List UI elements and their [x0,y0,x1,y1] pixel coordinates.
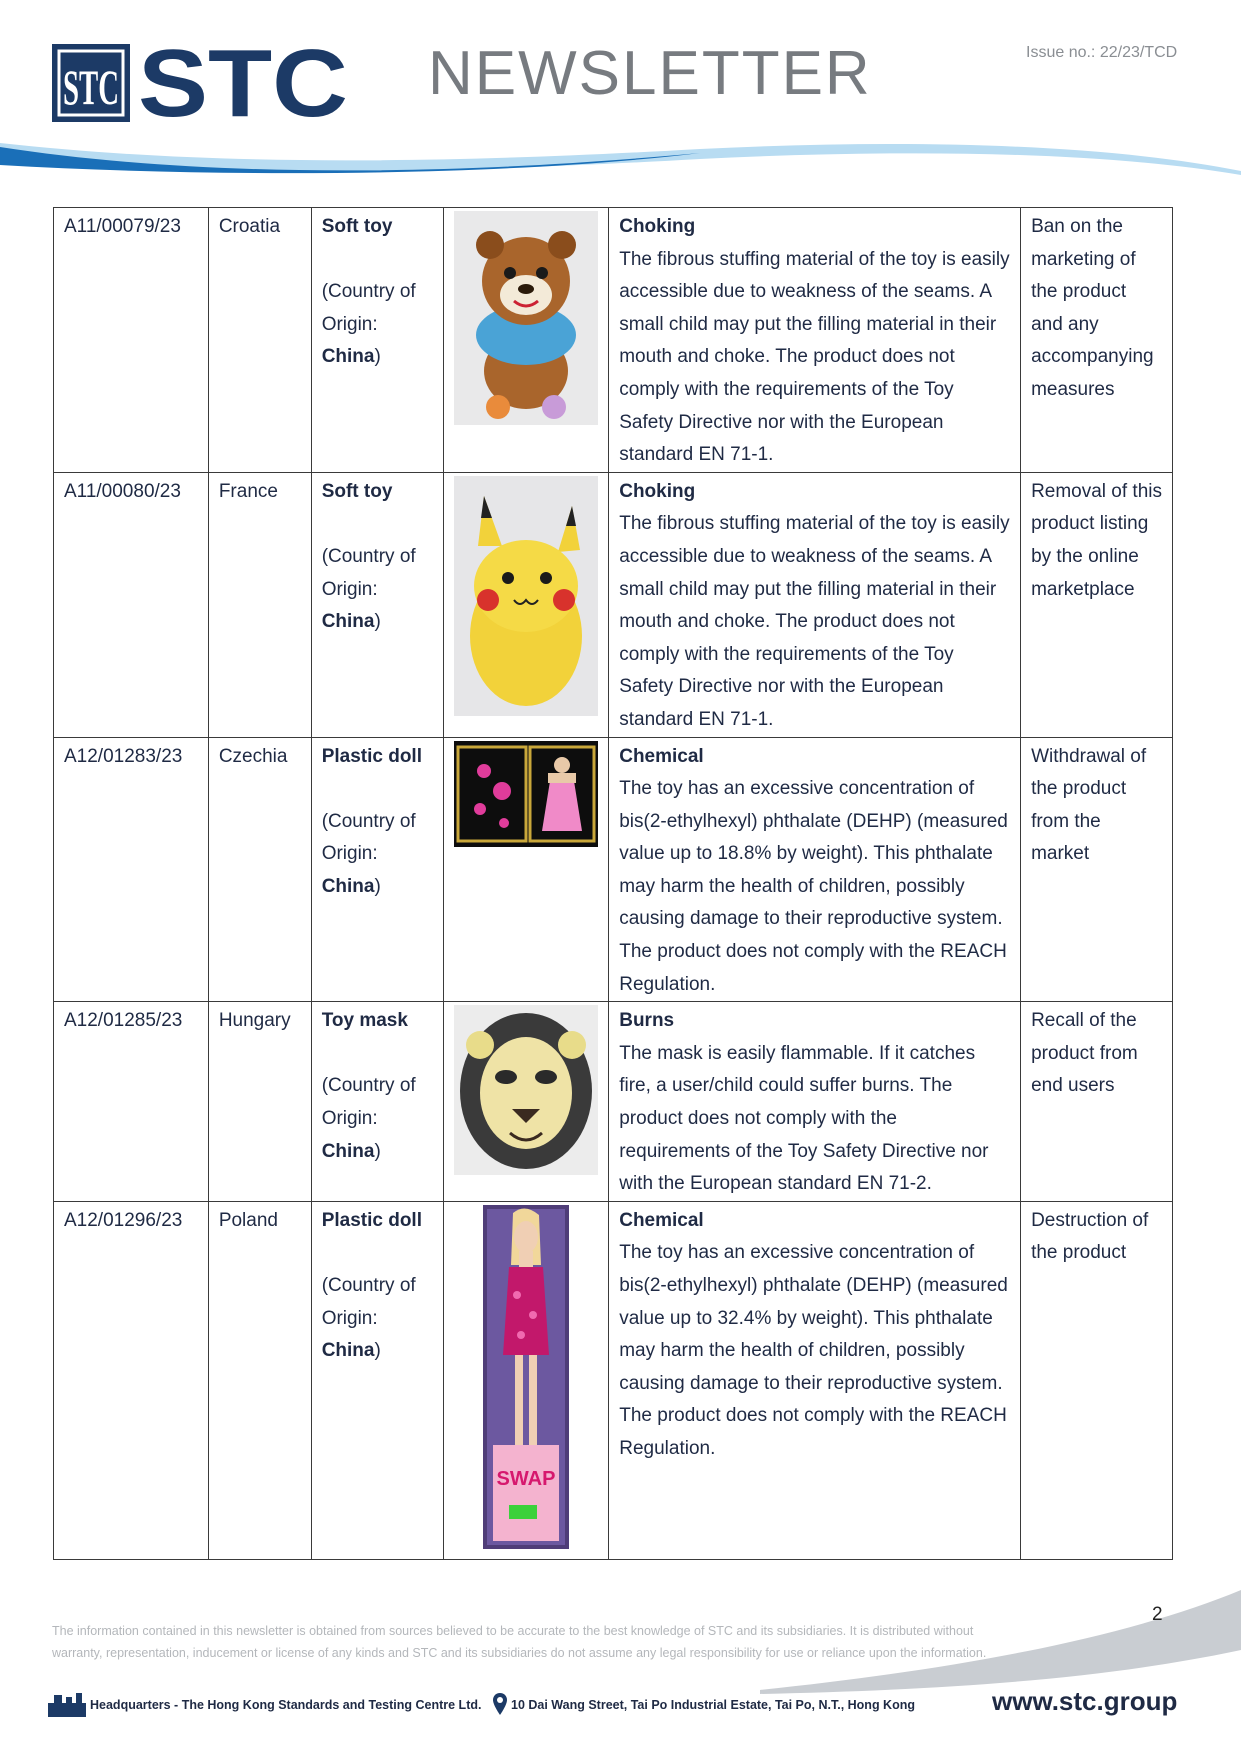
alert-country: Hungary [208,1002,311,1202]
page-header [0,0,1241,200]
origin-prefix: (Country of Origin: [321,545,416,600]
address: 10 Dai Wang Street, Tai Po Industrial Estate, Tai Po, N.T., Hong Kong [511,1698,915,1712]
photo-cell [444,1002,609,1202]
newsletter-title: NEWSLETTER [428,39,872,108]
risk-cell [609,1201,1021,1559]
location-pin-icon [493,1693,507,1715]
product-cell [311,1201,444,1559]
origin-prefix: (Country of Origin: [321,810,416,865]
risk-text: The mask is easily flammable. If it catches fire, a user/child could suffer burns. The product does not comply with the requirements of the Toy Safety Directive nor with the European standard EN 71-2. [619,1042,989,1195]
photo-cell [444,472,609,737]
measure-text: Ban on the marketing of the product and any accompanying measures [1021,208,1173,473]
boxed-doll-icon [454,741,598,847]
table-row [54,1002,1173,1202]
origin-suffix: ) [374,1340,381,1362]
risk-title: Choking [619,216,696,237]
building-icon [48,1693,86,1717]
measure-text: Destruction of the product [1021,1201,1173,1559]
measure-text: Removal of this product listing by the online marketplace [1021,472,1173,737]
product-name: Toy mask [321,1010,408,1032]
origin-suffix: ) [374,611,381,633]
risk-text: The toy has an excessive concentration of bis(2-ethylhexyl) phthalate (DEHP) (measured value up to 32.4% by weight). This phthalate may harm the health of children, possibly causing damage to their reproductive system. The product does not comply with the REACH Regulation. [619,1242,1008,1459]
page-number: 2 [1152,1604,1163,1625]
stc-logo [52,44,352,126]
table-row [54,737,1173,1002]
origin-country: China [321,611,375,633]
table-row [54,472,1173,737]
origin-country: China [321,1340,375,1362]
website-link[interactable]: www.stc.group [992,1686,1178,1716]
origin-suffix: ) [374,346,381,368]
origin-country: China [321,346,375,368]
photo-cell [444,1201,609,1559]
photo-cell [444,737,609,1002]
alert-country: France [208,472,311,737]
box-text: SWAP [496,1467,556,1490]
risk-cell [609,208,1021,473]
table-row [54,208,1173,473]
product-alert-table [53,207,1173,1560]
product-name: Soft toy [321,216,393,237]
origin-country: China [321,875,375,897]
alert-ref: A11/00080/23 [54,472,209,737]
issue-number: Issue no.: 22/23/TCD [1026,44,1178,61]
brand-name: STC [138,44,348,126]
origin-prefix: (Country of Origin: [321,1275,416,1329]
origin-prefix: (Country of Origin: [321,1075,416,1130]
yellow-plush-icon [454,476,598,716]
measure-text: Withdrawal of the product from the market [1021,737,1173,1002]
risk-cell [609,472,1021,737]
risk-cell [609,737,1021,1002]
alert-country: Croatia [208,208,311,473]
alert-country: Czechia [208,737,311,1002]
risk-text: The fibrous stuffing material of the toy is easily accessible due to weakness of the seams. A small child may put the filling material in their mouth and choke. The product does not comply with the requirements of the Toy Safety Directive nor with the European standard EN 71-1. [619,513,1010,730]
product-name: Plastic doll [321,745,422,767]
risk-text: The fibrous stuffing material of the toy is easily accessible due to weakness of the seams. A small child may put the filling material in their mouth and choke. The product does not comply with the requirements of the Toy Safety Directive nor with the European standard EN 71-1. [619,248,1010,466]
product-cell [311,737,444,1002]
disclaimer: The information contained in this newsletter is obtained from sources believed to be accurate to the best knowledge of STC and its subsidiaries. It is distributed without warranty, representation, inducement or license of any kinds and STC and its subsidiaries do not assume any legal responsibility for use or reliance upon the information. [52,1624,987,1660]
product-name: Soft toy [321,480,393,502]
product-cell [311,1002,444,1202]
risk-title: Burns [619,1010,675,1032]
photo-cell [444,208,609,473]
teddy-bear-icon [454,211,598,425]
product-name: Plastic doll [321,1209,422,1231]
product-cell [311,208,444,473]
product-cell [311,472,444,737]
doll-in-box-icon [483,1205,569,1549]
risk-cell [609,1002,1021,1202]
risk-title: Chemical [619,745,704,767]
measure-text: Recall of the product from end users [1021,1002,1173,1202]
alert-ref: A12/01285/23 [54,1002,209,1202]
alert-ref: A12/01283/23 [54,737,209,1002]
risk-text: The toy has an excessive concentration of bis(2-ethylhexyl) phthalate (DEHP) (measured value up to 18.8% by weight). This phthalate may harm the health of children, possibly causing damage to their reproductive system. The product does not comply with the REACH Regulation. [619,778,1008,995]
lion-mask-icon [454,1005,598,1175]
risk-title: Choking [619,480,696,502]
alert-country: Poland [208,1201,311,1559]
origin-country: China [321,1140,375,1162]
table-row [54,1201,1173,1559]
origin-prefix: (Country of Origin: [321,281,416,335]
logo-mark: STC [63,59,119,115]
origin-suffix: ) [374,1140,381,1162]
risk-title: Chemical [619,1209,704,1231]
alert-ref: A11/00079/23 [54,208,209,473]
header-swoosh [0,135,1241,205]
headquarters-label: Headquarters - The Hong Kong Standards and Testing Centre Ltd. [90,1698,482,1712]
alert-ref: A12/01296/23 [54,1201,209,1559]
footer-contact [48,1693,948,1719]
origin-suffix: ) [374,875,381,897]
